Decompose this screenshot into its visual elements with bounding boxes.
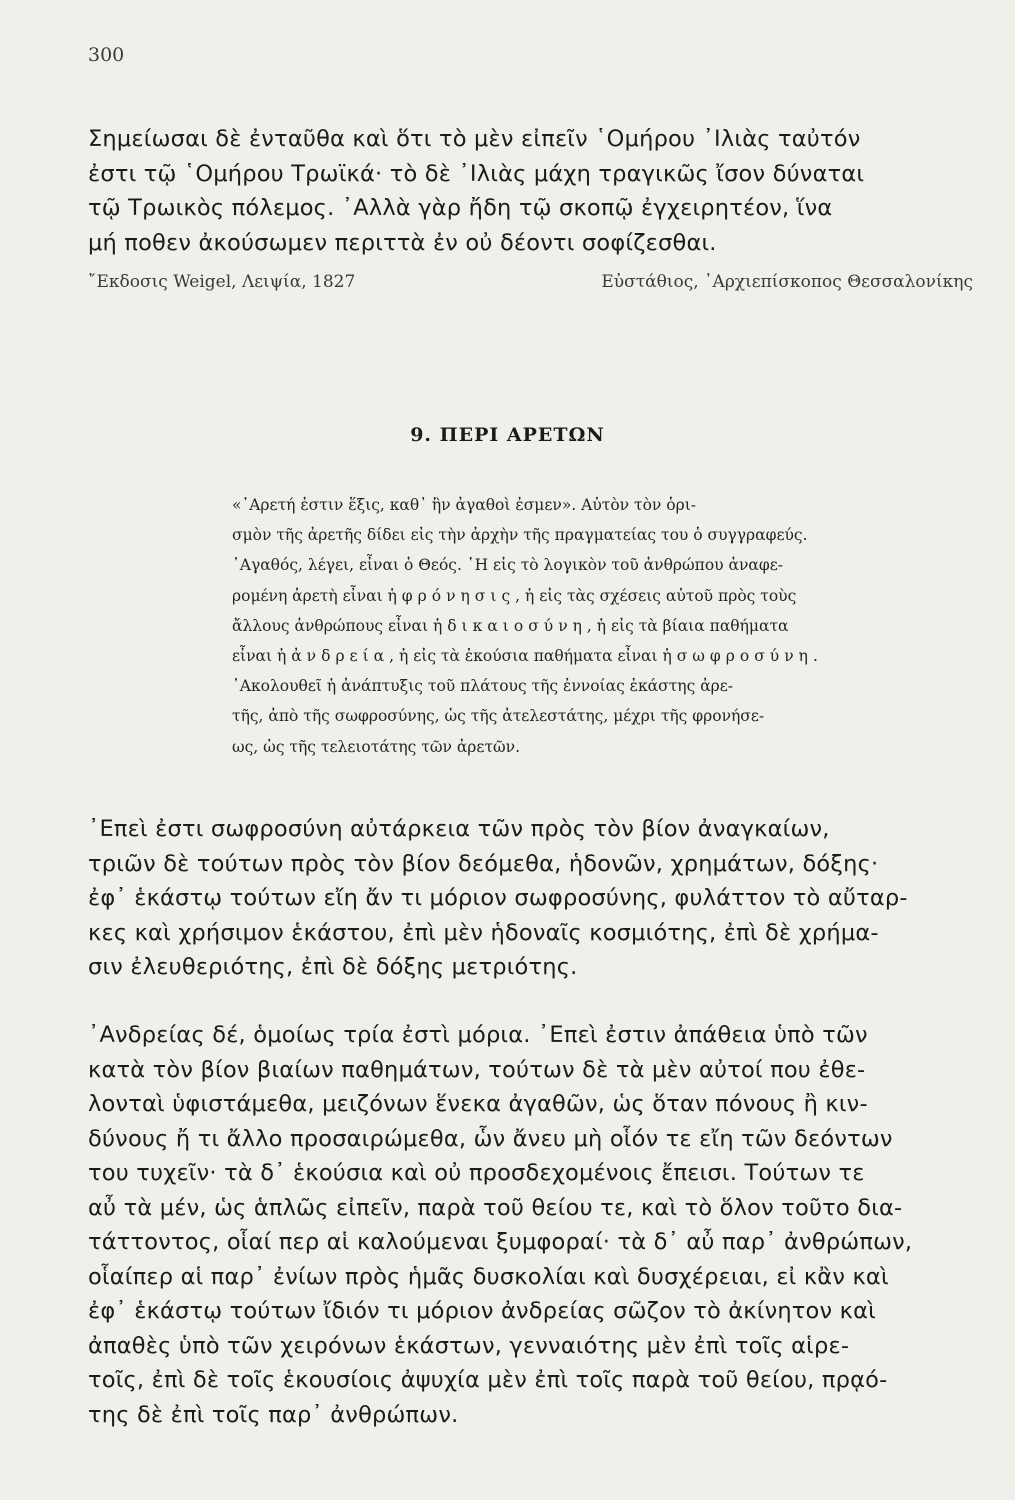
text-line: σμὸν τῆς ἀρετῆς δίδει εἰς τὴν ἀρχὴν τῆς πραγματείας του ὁ συγγραφεύς. xyxy=(232,526,808,545)
text-line: οἷαίπερ αἱ παρ᾿ ἐνίων πρὸς ἡμᾶς δυσκολίαι καὶ δυσχέρειαι, εἰ κἂν καὶ xyxy=(88,1263,889,1290)
section-heading: 9. ΠΕΡΙ ΑΡΕΤΩΝ xyxy=(410,424,605,446)
text-line: ᾿Ακολουθεῖ ἡ ἀνάπτυξις τοῦ πλάτους τῆς ἐννοίας ἑκάστης ἀρε- xyxy=(232,677,734,696)
text-line: τοῖς, ἐπὶ δὲ τοῖς ἑκουσίοις ἀψυχία μὲν ἐπὶ τοῖς παρὰ τοῦ θείου, πρᾳό- xyxy=(88,1367,888,1393)
text-line: ἀπαθὲς ὑπὸ τῶν χειρόνων ἑκάστων, γενναιότης μὲν ἐπὶ τοῖς αἱρε- xyxy=(88,1332,850,1359)
spaced-term: φρόνησις xyxy=(401,586,516,605)
text-line: ᾿Επεὶ ἐστι σωφροσύνη αὐτάρκεια τῶν πρὸς τὸν βίον ἀναγκαίων, xyxy=(88,816,830,842)
text-run: , ἡ εἰς τὰ βίαια παθήματα xyxy=(586,616,789,635)
text-line: τάττοντος, οἷαί περ αἱ καλούμεναι ξυμφοραί· τὰ δ᾿ αὖ παρ᾿ ἀνθρώπων, xyxy=(88,1229,913,1255)
author-credit: Εὐστάθιος, ᾿Αρχιεπίσκοπος Θεσσαλονίκης xyxy=(601,272,973,292)
text-line: «᾿Αρετή ἐστιν ἕξις, καθ᾿ ἣν ἀγαθοὶ ἐσμεν». Αὐτὸν τὸν ὁρι- xyxy=(232,496,697,514)
text-line: της δὲ ἐπὶ τοῖς παρ᾿ ἀνθρώπων. xyxy=(88,1401,459,1428)
text-run: ἄλλους ἀνθρώπους εἶναι ἡ xyxy=(232,616,448,635)
text-line xyxy=(232,611,872,641)
text-line: δύνους ἤ τι ἄλλο προσαιρώμεθα, ὧν ἄνευ μὴ οἷόν τε εἴη τῶν δεόντων xyxy=(88,1125,893,1152)
text-run: εἶναι ἡ xyxy=(232,647,292,666)
intro-paragraph xyxy=(232,490,872,762)
text-line: κες καὶ χρήσιμον ἑκάστου, ἐπὶ μὲν ἡδοναῖς κοσμιότης, ἐπὶ δὲ χρήμα- xyxy=(88,919,879,946)
text-line: ἐστι τῷ ῾Ομήρου Τρωϊκά· τὸ δὲ ᾿Ιλιὰς μάχη τραγικῶς ἴσον δύναται xyxy=(88,160,865,187)
text-run: ρομένη ἀρετὴ εἶναι ἡ xyxy=(232,586,402,605)
text-line: ἐφ᾿ ἑκάστῳ τούτων ἴδιόν τι μόριον ἀνδρείας σῶζον τὸ ἀκίνητον καὶ xyxy=(88,1298,876,1324)
text-line xyxy=(232,581,872,611)
text-run: , ἡ εἰς τὰς σχέσεις αὐτοῦ πρὸς τοὺς xyxy=(515,586,797,605)
text-line: Σημείωσαι δὲ ἐνταῦθα καὶ ὅτι τὸ μὲν εἰπεῖν ῾Ομήρου ᾿Ιλιὰς ταὐτόν xyxy=(88,126,861,152)
text-line: κατὰ τὸν βίον βιαίων παθημάτων, τούτων δὲ τὰ μὲν αὐτοί που ἐθε- xyxy=(88,1056,866,1083)
spaced-term: ἀνδρεία xyxy=(291,647,390,666)
spaced-term: σωφροσύνη xyxy=(676,647,813,666)
text-line: τῷ Τρωικὸς πόλεμος. ᾿Αλλὰ γὰρ ἤδη τῷ σκοπῷ ἐγχειρητέον, ἵνα xyxy=(88,195,833,221)
text-line: μή ποθεν ἀκούσωμεν περιττὰ ἐν οὐ δέοντι σοφίζεσθαι. xyxy=(88,229,717,256)
text-line: ᾿Αγαθός, λέγει, εἶναι ὁ Θεός. ῾Η εἰς τὸ λογικὸν τοῦ ἀνθρώπου ἀναφε- xyxy=(232,556,783,575)
text-line: ἐφ᾿ ἑκάστῳ τούτων εἴη ἄν τι μόριον σωφροσύνης, φυλάττον τὸ αὔταρ- xyxy=(88,885,908,911)
text-line: ως, ὡς τῆς τελειοτάτης τῶν ἀρετῶν. xyxy=(232,737,521,756)
text-line: τριῶν δὲ τούτων πρὸς τὸν βίον δεόμεθα, ἡδονῶν, χρημάτων, δόξης· xyxy=(88,850,879,877)
text-line: του τυχεῖν· τὰ δ᾿ ἑκούσια καὶ οὐ προσδεχομένοις ἔπεισι. Τούτων τε xyxy=(88,1160,865,1186)
quote-paragraph xyxy=(88,122,973,260)
text-line: ᾿Ανδρείας δέ, ὁμοίως τρία ἐστὶ μόρια. ᾿Επεὶ ἐστιν ἀπάθεια ὑπὸ τῶν xyxy=(88,1022,868,1048)
spaced-term: δικαιοσύνη xyxy=(447,616,587,635)
edition-credit: ῎Εκδοσις Weigel, Λειψία, 1827 xyxy=(88,272,356,292)
text-line: σιν ἐλευθεριότης, ἐπὶ δὲ δόξης μετριότης. xyxy=(88,954,578,980)
text-run: , ἡ εἰς τὰ ἑκούσια παθήματα εἶναι ἡ xyxy=(389,647,677,666)
text-line: αὖ τὰ μέν, ὡς ἁπλῶς εἰπεῖν, παρὰ τοῦ θείου τε, καὶ τὸ ὅλον τοῦτο δια- xyxy=(88,1194,903,1221)
text-line: τῆς, ἀπὸ τῆς σωφροσύνης, ὡς τῆς ἀτελεστάτης, μέχρι τῆς φρονήσε- xyxy=(232,707,765,726)
main-paragraph-courage xyxy=(88,1018,973,1432)
page-number: 300 xyxy=(88,44,125,66)
text-run: . xyxy=(812,647,818,666)
text-line xyxy=(232,641,872,671)
text-line: λονταὶ ὑφιστάμεθα, μειζόνων ἕνεκα ἀγαθῶν, ὡς ὅταν πόνους ἢ κιν- xyxy=(88,1091,868,1117)
main-paragraph-temperance xyxy=(88,812,973,985)
